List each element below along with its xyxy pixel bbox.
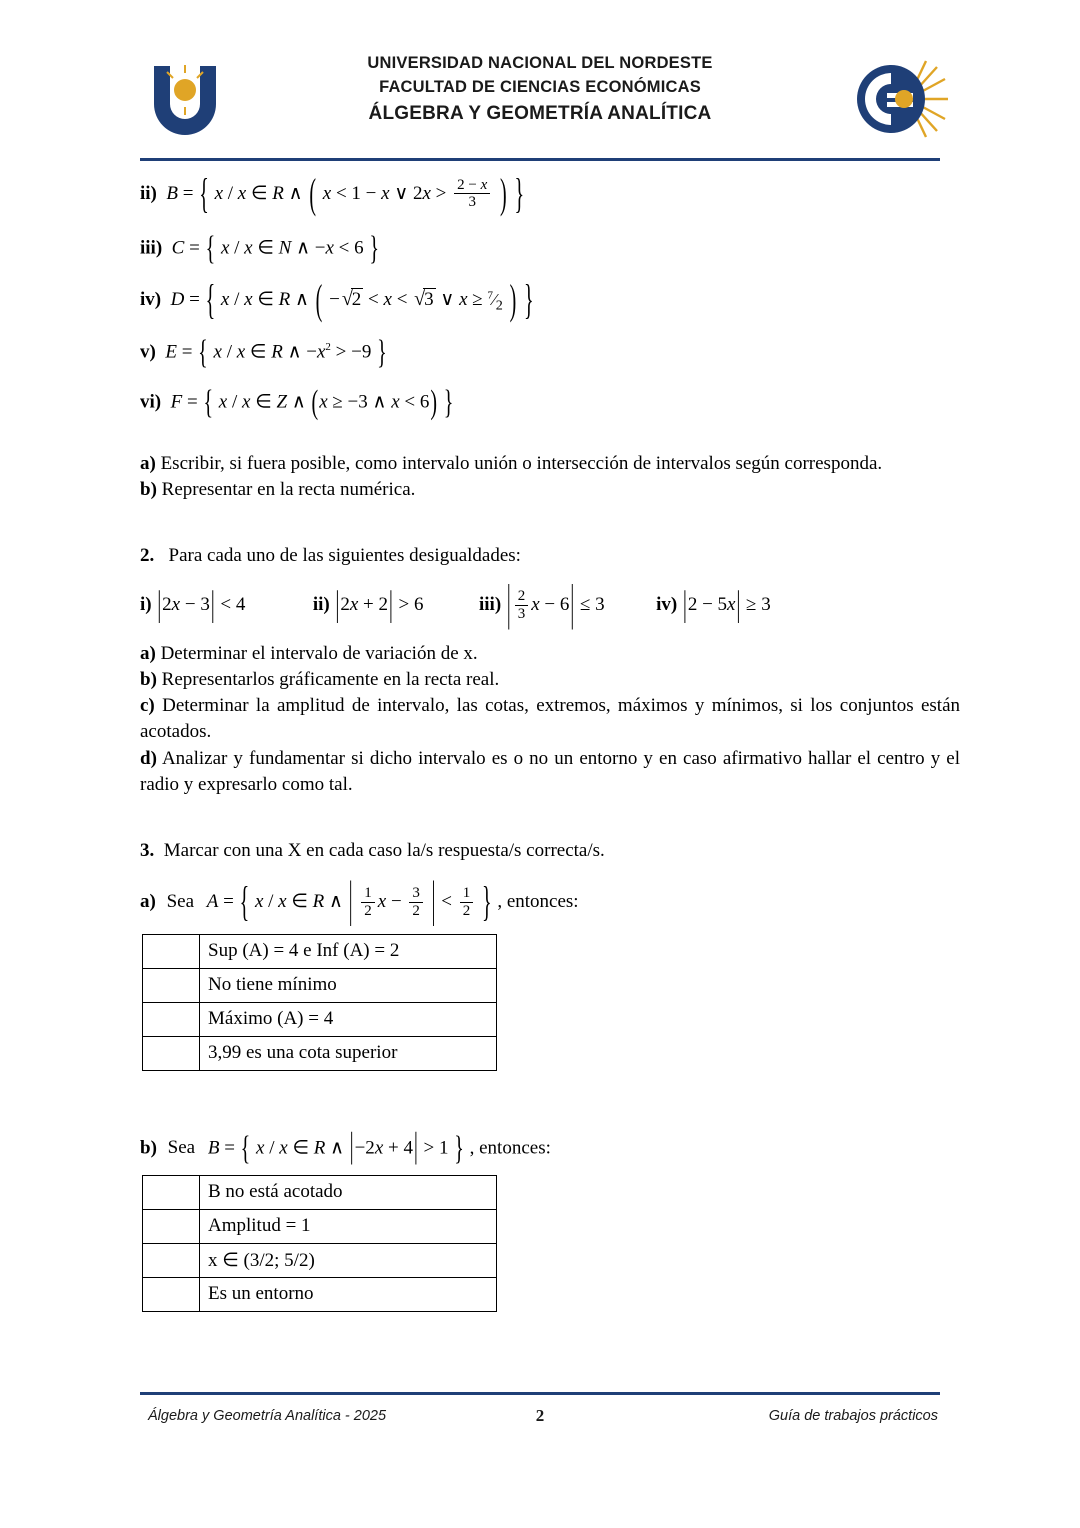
table-row[interactable] <box>143 1036 497 1070</box>
ex3-b-option-0[interactable]: B no está acotado <box>200 1175 497 1209</box>
unne-logo-icon <box>140 60 230 140</box>
table-row[interactable] <box>143 1002 497 1036</box>
table-row[interactable] <box>143 934 497 968</box>
set-definition-ii: ii) B = { x / x ∈ R ∧ ( x < 1 − x ∨ 2x > $\frac{2 - x}{3}$ ) } <box>140 171 525 218</box>
ex3-item-b-tail: , entonces: <box>469 1137 551 1159</box>
ex1-part-a <box>140 451 960 477</box>
ex3-b-option-3[interactable]: Es un entorno <box>200 1277 497 1311</box>
ex3-item-a-label: a) <box>140 891 156 913</box>
document-body <box>140 171 961 1312</box>
ex2-part-a-label: a) <box>140 642 156 664</box>
ex3-item-a-lead: Sea <box>166 891 195 913</box>
ex3-item-b-label: b) <box>140 1137 157 1159</box>
set-label-ii: ii) <box>140 183 157 205</box>
table-row[interactable] <box>143 968 497 1002</box>
header-title-block <box>140 52 940 127</box>
ex3-b-option-2[interactable]: x ∈ (3/2; 5/2) <box>200 1243 497 1277</box>
ex2-part-d-text: Analizar y fundamentar si dicho intervalo es o no un entorno y en caso afirmativo hallar el centro y el radio y expresarlo como tal. <box>140 747 960 795</box>
set-definition-iv: iv) D = { x / x ∈ R ∧ ( − √2 < x < √3 ∨ $x \ge ^7⁄_2$ ) } <box>140 277 534 325</box>
ex2-statement: Para cada uno de las siguientes desigualdades: <box>168 545 521 567</box>
ex3-a-checkbox-1[interactable] <box>143 968 200 1002</box>
ex3-b-checkbox-3[interactable] <box>143 1277 200 1311</box>
table-row[interactable] <box>143 1209 497 1243</box>
header-line-university: UNIVERSIDAD NACIONAL DEL NORDESTE <box>367 54 713 72</box>
ex1-part-b-text: Representar en la recta numérica. <box>161 478 416 500</box>
ex2-ineq-i-label: i) <box>140 594 152 616</box>
ex1-part-a-text: Escribir, si fuera posible, como intervalo unión o intersección de intervalos según corresponda. <box>160 452 883 474</box>
ex1-part-a-label: a) <box>140 452 156 474</box>
page-number: 2 <box>535 1406 545 1425</box>
ex3-b-checkbox-2[interactable] <box>143 1243 200 1277</box>
ex3-a-checkbox-3[interactable] <box>143 1036 200 1070</box>
ex2-part-c-text: Determinar la amplitud de intervalo, las cotas, extremos, máximos y mínimos, si los conjuntos están acotados. <box>140 695 961 743</box>
ex3-a-checkbox-2[interactable] <box>143 1002 200 1036</box>
ex2-part-d <box>140 746 960 798</box>
ex3-item-a-tail: , entonces: <box>497 891 579 913</box>
ex3-b-option-1[interactable]: Amplitud = 1 <box>200 1209 497 1243</box>
ex2-part-b <box>140 667 960 693</box>
ex3-heading <box>140 838 960 864</box>
header-divider <box>140 158 940 161</box>
set-label-iv: iv) <box>140 289 162 311</box>
ex3-number: 3. <box>140 840 155 862</box>
ex3-b-checkbox-1[interactable] <box>143 1209 200 1243</box>
set-label-vi: vi) <box>140 391 162 413</box>
set-label-v: v) <box>140 341 156 363</box>
ex2-inequalities: i) |2x − 3| < 4 ii) |2x + 2| > 6 iii) | $\frac{2}{3}$ x − 6| ≤ 3 iv) |2 − 5x| ≥ 3 <box>140 577 771 633</box>
ex2-part-c-label: c) <box>140 695 155 717</box>
footer-left-text: Álgebra y Geometría Analítica - 2025 <box>148 1408 387 1424</box>
header-line-faculty: FACULTAD DE CIENCIAS ECONÓMICAS <box>379 77 701 96</box>
ex3-b-checkbox-0[interactable] <box>143 1175 200 1209</box>
ex2-ineq-iv-label: iv) <box>656 594 678 616</box>
table-row[interactable] <box>143 1175 497 1209</box>
set-definition-v: v) E = { x / x ∈ R ∧ $-x^2 > -9$ } <box>140 334 387 372</box>
ex2-part-b-text: Representarlos gráficamente en la recta real. <box>161 669 500 691</box>
ex3-b-answer-table <box>142 1175 497 1312</box>
set-definition-iii: iii) C = { x / x ∈ N ∧ −x < 6 } <box>140 230 379 269</box>
ex1-part-b <box>140 477 960 503</box>
ex3-item-b: b) Sea B = { x / x ∈ R ∧ |−2x + 4| > 1 } , entonces: <box>140 1127 551 1168</box>
ex2-ineq-iii-label: iii) <box>479 594 502 616</box>
ex3-item-a: a) Sea A = { x / x ∈ R ∧ | $\frac{1}{2}$ x − $\frac{3}{2}$ | < $\frac{1}{2}$ } , entonces: <box>140 873 579 928</box>
set-label-iii: iii) <box>140 237 163 259</box>
ex2-part-a <box>140 641 960 667</box>
fce-logo-icon <box>842 54 952 144</box>
ex2-part-c <box>140 693 960 745</box>
ex3-item-b-lead: Sea <box>167 1137 196 1159</box>
footer-right-text: Guía de trabajos prácticos <box>768 1408 938 1424</box>
footer-divider <box>140 1392 940 1395</box>
ex3-a-option-3[interactable]: 3,99 es una cota superior <box>200 1036 497 1070</box>
ex3-a-option-2[interactable]: Máximo (A) = 4 <box>200 1002 497 1036</box>
ex2-ineq-ii-label: ii) <box>312 594 330 616</box>
ex3-a-answer-table <box>142 934 497 1071</box>
ex3-a-option-1[interactable]: No tiene mínimo <box>200 968 497 1002</box>
ex3-a-checkbox-0[interactable] <box>143 934 200 968</box>
table-row[interactable] <box>143 1243 497 1277</box>
table-row[interactable] <box>143 1277 497 1311</box>
set-definition-vi: vi) F = { x / x ∈ Z ∧ (x ≥ −3 ∧ x < 6) } <box>140 384 454 422</box>
ex2-number: 2. <box>140 545 155 567</box>
ex3-a-option-0[interactable]: Sup (A) = 4 e Inf (A) = 2 <box>200 934 497 968</box>
header-line-subject: ÁLGEBRA Y GEOMETRÍA ANALÍTICA <box>368 102 712 124</box>
ex2-part-a-text: Determinar el intervalo de variación de x. <box>160 642 478 664</box>
ex1-part-b-label: b) <box>140 478 157 500</box>
ex2-part-d-label: d) <box>140 747 157 769</box>
ex2-part-b-label: b) <box>140 669 157 691</box>
ex2-heading <box>140 543 960 569</box>
ex3-statement: Marcar con una X en cada caso la/s respuesta/s correcta/s. <box>163 840 605 862</box>
page-header <box>140 52 940 147</box>
